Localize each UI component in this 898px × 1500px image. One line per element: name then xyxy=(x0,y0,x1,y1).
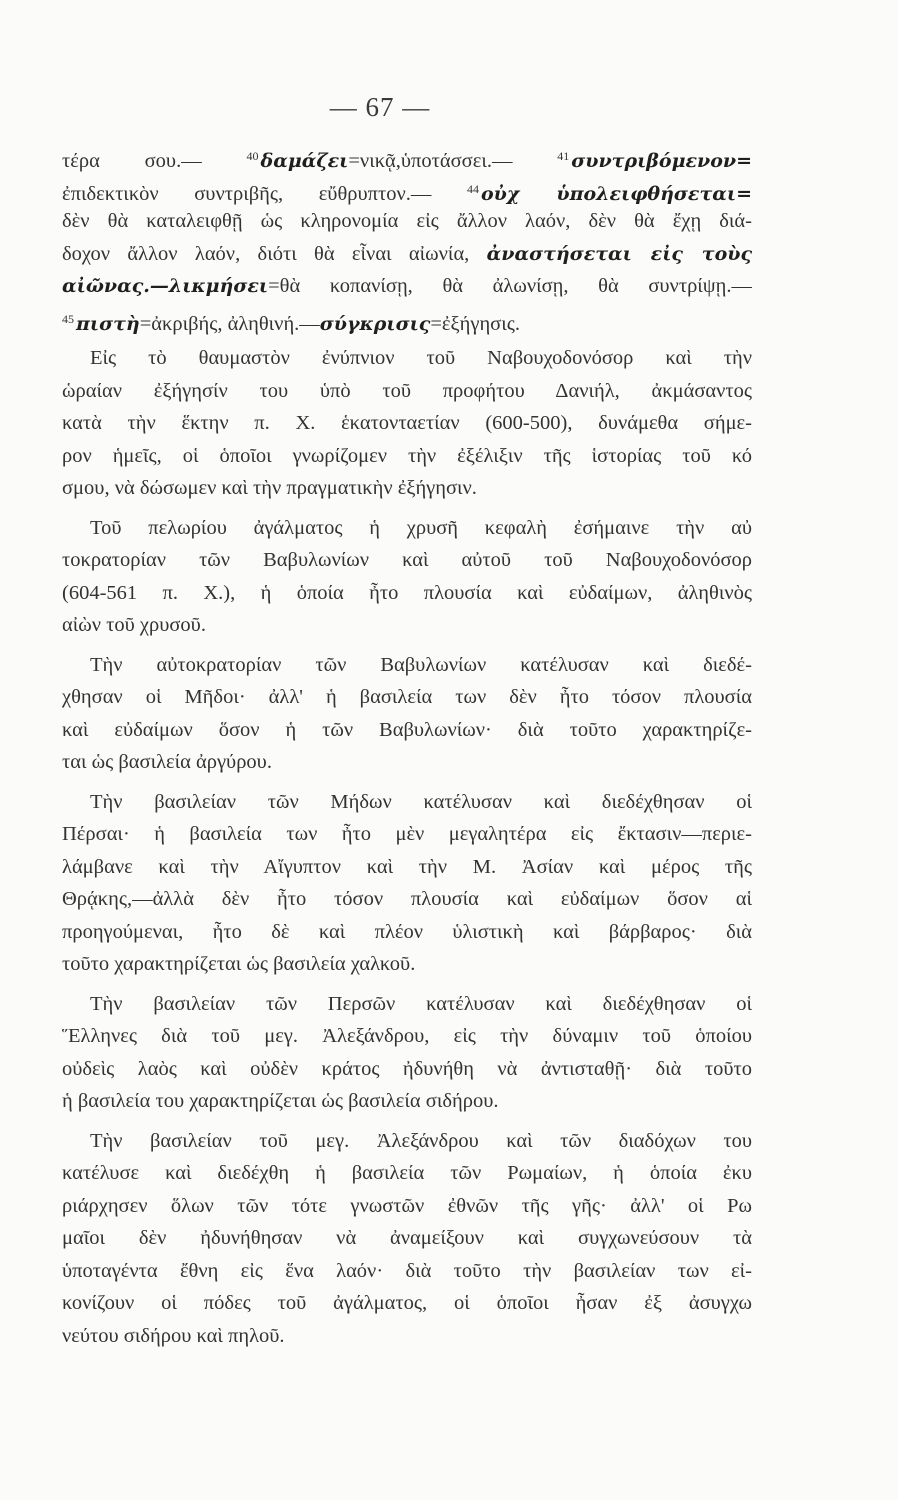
glossary-line xyxy=(62,270,752,303)
glossary-text: τέρα σου.— xyxy=(62,150,202,172)
text-line: κονίζουν οἱ πόδες τοῦ ἀγάλματος, οἱ ὁποῖοι ἦσαν ἐξ ἀσυγχω xyxy=(62,1292,752,1314)
glossary-text: =ἀκριβής, ἀληθινή.— xyxy=(139,312,320,335)
glossary-term: δαμάζει xyxy=(260,150,349,172)
glossary-term: συντριβόμενον= xyxy=(571,150,752,172)
text-line: αἰὼν τοῦ χρυσοῦ. xyxy=(62,614,206,636)
text-line: ὑποταγέντα ἔθνη εἰς ἕνα λαόν· διὰ τοῦτο τὴν βασιλείαν των εἰ- xyxy=(62,1259,752,1282)
text-line: τοῦτο χαρακτηρίζεται ὡς βασιλεία χαλκοῦ. xyxy=(62,953,416,975)
text-line: σμου, νὰ δώσωμεν καὶ τὴν πραγματικὴν ἐξήγησιν. xyxy=(62,477,477,499)
glossary-text: δὲν θὰ καταλειφθῇ ὡς κληρονομία εἰς ἄλλον λαόν, δὲν θὰ ἔχῃ διά- xyxy=(62,210,752,232)
glossary-text: =θὰ κοπανίσῃ, θὰ ἀλωνίσῃ, θὰ συντρίψῃ.— xyxy=(268,275,752,297)
text-line: καὶ εὐδαίμων ὅσον ἡ τῶν Βαβυλωνίων· διὰ τοῦτο χαρακτηρίζε- xyxy=(62,718,752,741)
glossary-term: οὐχ ὑπολειφθήσεται= xyxy=(480,182,752,205)
text-line: ἡ βασιλεία του χαρακτηρίζεται ὡς βασιλεία σιδήρου. xyxy=(62,1090,499,1112)
text-line: λάμβανε καὶ τὴν Αἴγυπτον καὶ τὴν Μ. Ἀσίαν καὶ μέρος τῆς xyxy=(62,855,752,878)
text-line: Τὴν αὐτοκρατορίαν τῶν Βαβυλωνίων κατέλυσαν καὶ διεδέ- xyxy=(90,653,752,676)
paragraph xyxy=(62,649,752,779)
glossary-term: αἰῶνας.—λικμήσει xyxy=(62,275,269,297)
text-line: κατὰ τὴν ἕκτην π. Χ. ἑκατονταετίαν (600-500), δυνάμεθα σήμε- xyxy=(62,412,752,434)
text-line: τοκρατορίαν τῶν Βαβυλωνίων καὶ αὐτοῦ τοῦ Ναβουχοδονόσορ xyxy=(62,549,752,571)
paragraph xyxy=(62,342,752,505)
glossary-line xyxy=(62,173,752,206)
text-line: Τὴν βασιλείαν τοῦ μεγ. Ἀλεξάνδρου καὶ τῶν διαδόχων του xyxy=(90,1129,752,1152)
text-line: χθησαν οἱ Μῆδοι· ἀλλ' ἡ βασιλεία των δὲν ἦτο τόσον πλουσία xyxy=(62,686,752,708)
text-line: προηγούμεναι, ἦτο δὲ καὶ πλέον ὑλιστικὴ καὶ βάρβαρος· διὰ xyxy=(62,920,752,943)
glossary-line xyxy=(62,140,752,173)
text-line: ρον ἡμεῖς, οἱ ὁποῖοι γνωρίζομεν τὴν ἐξέλιξιν τῆς ἱστορίας τοῦ κό xyxy=(62,444,752,467)
text-line: Τοῦ πελωρίου ἀγάλματος ἡ χρυσῆ κεφαλὴ ἐσήμαινε τὴν αὐ xyxy=(90,516,752,539)
glossary-line xyxy=(62,303,752,336)
glossary-text: =νικᾷ,ὑποτάσσει.— xyxy=(348,150,513,172)
glossary-text: ἐπιδεκτικὸν συντριβῆς, εὔθρυπτον.— xyxy=(62,182,432,205)
verse-number: 45 xyxy=(62,311,74,326)
glossary-term: σύγκρισις xyxy=(319,312,431,335)
text-line: Πέρσαι· ἡ βασιλεία των ἦτο μὲν μεγαλητέρα εἰς ἔκτασιν—περιε- xyxy=(62,823,752,845)
text-line: (604-561 π. Χ.), ἡ ὁποία ἦτο πλουσία καὶ εὐδαίμων, ἀληθινὸς xyxy=(62,581,752,604)
text-line: ται ὡς βασιλεία ἀργύρου. xyxy=(62,751,272,773)
body-paragraphs xyxy=(62,335,752,1352)
text-line: νεύτου σιδήρου καὶ πηλοῦ. xyxy=(62,1324,285,1347)
text-line: οὐδεὶς λαὸς καὶ οὐδὲν κράτος ἠδυνήθη νὰ ἀντισταθῇ· διὰ τοῦτο xyxy=(62,1057,752,1080)
verse-number: 41 xyxy=(557,149,570,163)
verse-number: 40 xyxy=(246,149,259,163)
verse-number: 44 xyxy=(466,181,479,196)
glossary-term: πιστὴ xyxy=(76,312,140,335)
glossary-text: δοχον ἄλλον λαόν, διότι θὰ εἶναι αἰωνία, xyxy=(62,242,470,265)
glossary-line xyxy=(62,238,752,271)
paragraph xyxy=(62,988,752,1118)
glossary-term: ἀναστήσεται εἰς τοὺς xyxy=(486,242,752,265)
paragraph xyxy=(62,512,752,642)
text-line: Θρᾴκης,—ἀλλὰ δὲν ἦτο τόσον πλουσία καὶ εὐδαίμων ὅσον αἱ xyxy=(62,888,752,910)
paragraph xyxy=(62,786,752,981)
glossary-line xyxy=(62,205,752,238)
text-line: Εἰς τὸ θαυμαστὸν ἐνύπνιον τοῦ Ναβουχοδονόσορ καὶ τὴν xyxy=(90,347,752,369)
text-line: ριάρχησεν ὅλων τῶν τότε γνωστῶν ἐθνῶν τῆς γῆς· ἀλλ' οἱ Ρω xyxy=(62,1194,752,1217)
text-line: Τὴν βασιλείαν τῶν Περσῶν κατέλυσαν καὶ διεδέχθησαν οἱ xyxy=(90,992,752,1015)
text-line: Τὴν βασιλείαν τῶν Μήδων κατέλυσαν καὶ διεδέχθησαν οἱ xyxy=(90,790,752,813)
text-line: κατέλυσε καὶ διεδέχθη ἡ βασιλεία τῶν Ρωμαίων, ἡ ὁποία ἐκυ xyxy=(62,1162,752,1184)
text-body xyxy=(62,140,752,1352)
text-line: Ἕλληνες διὰ τοῦ μεγ. Ἀλεξάνδρου, εἰς τὴν δύναμιν τοῦ ὁποίου xyxy=(62,1025,752,1047)
glossary-text: =ἐξήγησις. xyxy=(430,312,520,335)
paragraph xyxy=(62,1125,752,1353)
page-number: — 67 — xyxy=(329,92,431,122)
text-line: μαῖοι δὲν ἠδυνήθησαν νὰ ἀναμείξουν καὶ συγχωνεύσουν τὰ xyxy=(62,1227,752,1249)
text-line: ὡραίαν ἐξήγησίν του ὑπὸ τοῦ προφήτου Δανιήλ, ἀκμάσαντος xyxy=(62,379,752,402)
